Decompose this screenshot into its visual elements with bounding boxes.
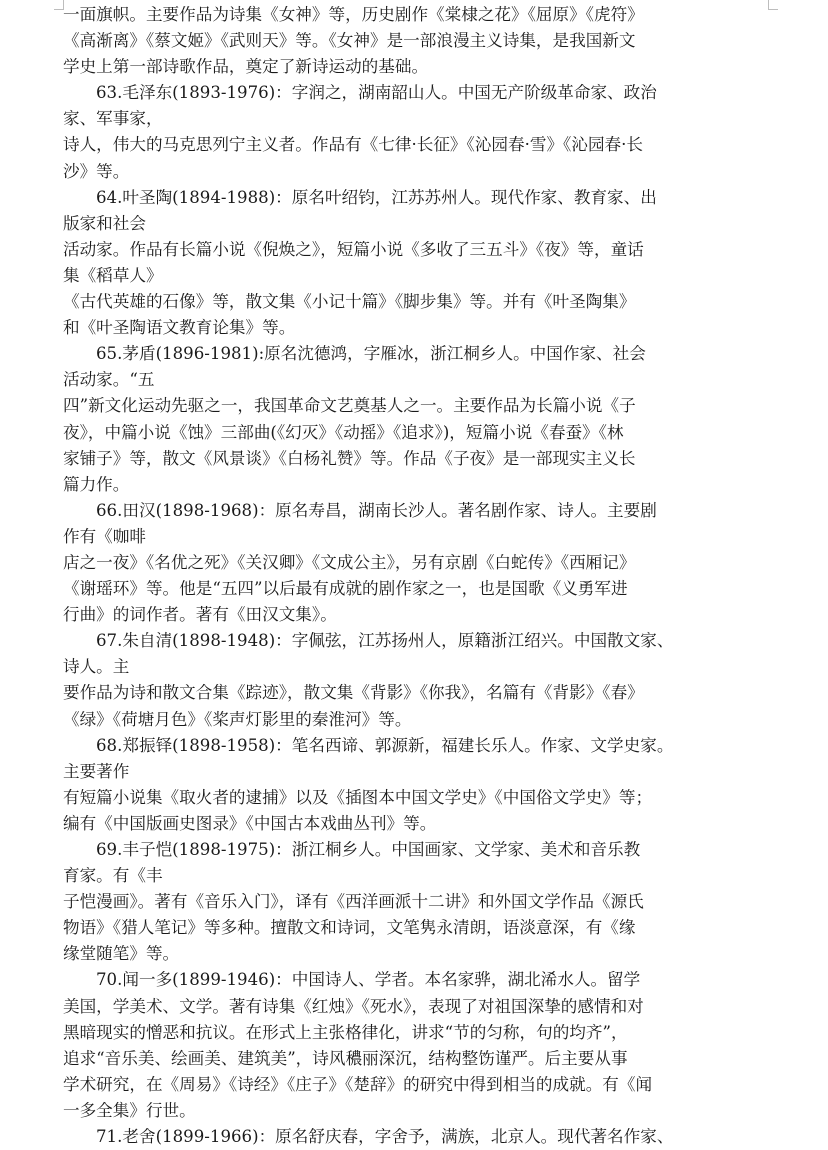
text-line: 有短篇小说集《取火者的逮捕》以及《插图本中国文学史》《中国俗文学史》等； — [63, 787, 653, 807]
text-line: 家、军事家， — [63, 109, 163, 129]
page-corner-mark-right — [768, 0, 778, 10]
text-line: 家铺子》等，散文《风景谈》《白杨礼赞》等。作品《子夜》是一部现实主义长 — [63, 448, 636, 468]
text-line: 要作品为诗和散文合集《踪迹》，散文集《背影》《你我》，名篇有《背影》《春》 — [63, 683, 644, 703]
text-line: 版家和社会 — [63, 213, 146, 233]
entry-69-heading: 69.丰子恺(1898-1975)：浙江桐乡人。中国画家、文学家、美术和音乐教 — [96, 840, 641, 859]
text-line: 活动家。“五 — [63, 370, 155, 390]
text-line: 四”新文化运动先驱之一，我国革命文艺奠基人之一。主要作品为长篇小说《子 — [63, 396, 636, 416]
text-line: 行曲》的词作者。著有《田汉文集》。 — [63, 605, 337, 625]
text-line: 缘堂随笔》等。 — [63, 944, 180, 964]
text-line: 编有《中国版画史图录》《中国古本戏曲丛刊》等。 — [63, 813, 437, 833]
text-line: 《古代英雄的石像》等，散文集《小记十篇》《脚步集》等。并有《叶圣陶集》 — [63, 292, 636, 312]
text-line: 主要著作 — [63, 761, 130, 781]
text-line: 《绿》《荷塘月色》《桨声灯影里的秦淮河》等。 — [63, 709, 412, 729]
text-line: 子恺漫画》。著有《音乐入门》，译有《西洋画派十二讲》和外国文学作品《源氏 — [63, 892, 644, 912]
text-line: 夜》，中篇小说《蚀》三部曲(《幻灭》《动摇》《追求》)，短篇小说《春蚕》《林 — [63, 422, 624, 442]
text-line: 一多全集》行世。 — [63, 1100, 196, 1120]
entry-66-heading: 66.田汉(1898-1968)：原名寿昌，湖南长沙人。著名剧作家、诗人。主要剧 — [96, 500, 657, 520]
text-line: 活动家。作品有长篇小说《倪焕之》，短篇小说《多收了三五斗》《夜》等，童话 — [63, 239, 644, 259]
text-line: 沙》等。 — [63, 161, 130, 181]
text-line: 物语》《猎人笔记》等多种。擅散文和诗词，文笔隽永清朗，语淡意深，有《缘 — [63, 918, 636, 938]
text-line: 和《叶圣陶语文教育论集》等。 — [63, 318, 296, 338]
entry-67-heading: 67.朱自清(1898-1948)：字佩弦，江苏扬州人，原籍浙江绍兴。中国散文家、 — [96, 631, 674, 651]
document-page — [63, 2, 763, 1150]
entry-65-heading: 65.茅盾(1896-1981):原名沈德鸿，字雁冰，浙江桐乡人。中国作家、社会 — [96, 344, 646, 364]
entry-63-heading: 63.毛泽东(1893-1976)：字润之，湖南韶山人。中国无产阶级革命家、政治 — [96, 83, 657, 103]
entry-68-heading: 68.郑振铎(1898-1958)：笔名西谛、郭源新，福建长乐人。作家、文学史家。 — [96, 735, 674, 755]
text-line: 店之一夜》《名优之死》《关汉卿》《文成公主》，另有京剧《白蛇传》《西厢记》 — [63, 552, 636, 572]
text-line: 一面旗帜。主要作品为诗集《女神》等，历史剧作《棠棣之花》《屈原》《虎符》 — [63, 5, 644, 24]
text-line: 诗人，伟大的马克思列宁主义者。作品有《七律·长征》《沁园春·雪》《沁园春·长 — [63, 135, 644, 155]
text-line: 作有《咖啡 — [63, 526, 146, 546]
text-line: 育家。有《丰 — [63, 866, 163, 886]
text-line: 追求“音乐美、绘画美、建筑美”，诗风穠丽深沉，结构整饬谨严。后主要从事 — [63, 1048, 628, 1068]
text-line: 黑暗现实的憎恶和抗议。在形式上主张格律化，讲求“节的匀称，句的均齐”， — [63, 1022, 628, 1042]
text-line: 《高渐离》《蔡文姬》《武则天》等。《女神》是一部浪漫主义诗集，是我国新文 — [63, 31, 636, 51]
entry-71-heading: 71.老舍(1899-1966)：原名舒庆春，字舍予，满族，北京人。现代著名作家、 — [96, 1127, 674, 1147]
entry-64-heading: 64.叶圣陶(1894-1988)：原名叶绍钧，江苏苏州人。现代作家、教育家、出 — [96, 187, 657, 207]
text-line: 学史上第一部诗歌作品，奠定了新诗运动的基础。 — [63, 57, 429, 77]
text-line: 《谢瑶环》等。他是“五四”以后最有成就的剧作家之一，也是国歌《义勇军进 — [63, 579, 628, 599]
text-line: 学术研究，在《周易》《诗经》《庄子》《楚辞》的研究中得到相当的成就。有《闻 — [63, 1074, 653, 1094]
text-line: 美国，学美术、文学。著有诗集《红烛》《死水》，表现了对祖国深挚的感情和对 — [63, 996, 644, 1016]
entry-70-heading: 70.闻一多(1899-1946)：中国诗人、学者。本名家骅，湖北浠水人。留学 — [96, 970, 641, 990]
text-line: 篇力作。 — [63, 474, 130, 494]
text-line: 集《稻草人》 — [63, 265, 163, 285]
text-line: 诗人。主 — [63, 657, 130, 677]
